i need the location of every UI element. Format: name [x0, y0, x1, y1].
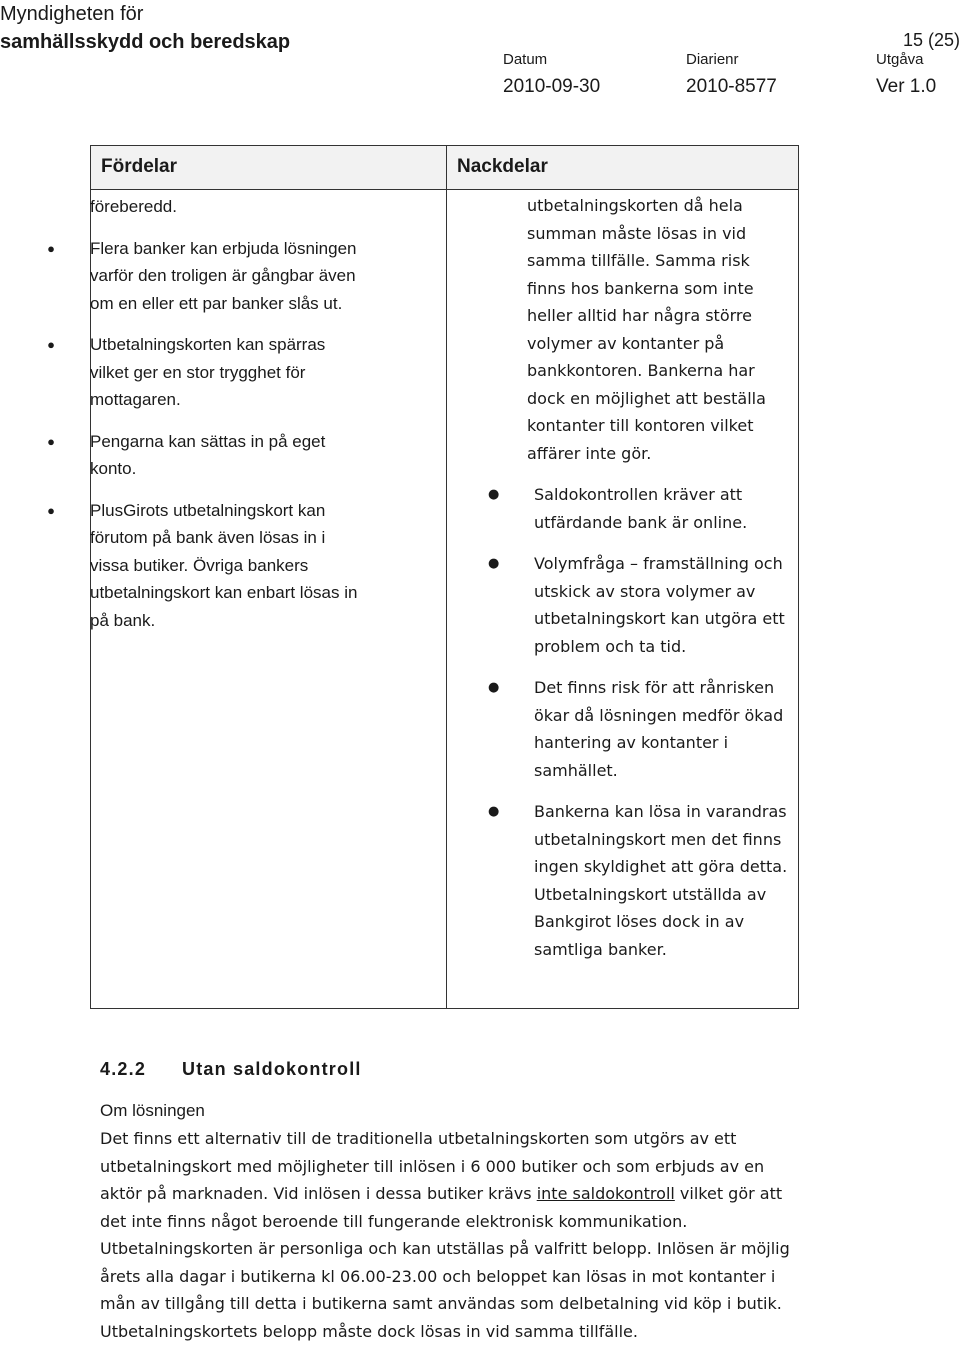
- pros-item: [47, 235, 358, 318]
- meta-diarienr: [686, 50, 777, 102]
- meta-diarienr-label: Diarienr: [686, 51, 739, 68]
- cons-item-text: Saldokontrollen kräver att utfärdande bank är online.: [534, 485, 748, 532]
- body-text-part2: vilket gör att det inte finns något beroende till fungerande elektronisk kommunikation. Utbetalningskorten är personliga och kan utställas på valfritt belopp. Inlösen är möjlig årets alla dagar i butikerna kl 06.00-23.00 och beloppet kan lösas in mot kontanter i mån av tillgång till detta i butikerna samt användas som delbetalning vid köp i butik. Utbetalningskortets belopp måste dock lösas in vid samma tillfälle.: [100, 1184, 790, 1341]
- pros-item-text: Pengarna kan sättas in på eget konto.: [90, 431, 326, 478]
- cons-item-text: Bankerna kan lösa in varandras utbetalningskort men det finns ingen skyldighet att göra detta. Utbetalningskort utställda av Bankgirot löses dock in av samtliga banker.: [534, 802, 788, 959]
- section-heading: [100, 1055, 800, 1083]
- body-text-part1: Det finns ett alternativ till de traditionella utbetalningskorten som utgörs av ett utbetalningskort med möjligheter till inlösen i 6 000 butiker och som erbjuds av en aktör på marknaden. Vid inlösen i dessa butiker krävs: [100, 1129, 765, 1203]
- meta-date-label: Datum: [503, 51, 548, 68]
- bullet-icon: ●: [47, 337, 55, 352]
- cons-item: [488, 674, 792, 784]
- table-header-row: [91, 146, 798, 190]
- org-name-line2: samhällsskydd och beredskap: [0, 31, 291, 53]
- cons-item: [488, 550, 792, 660]
- pros-item: [47, 497, 358, 635]
- cons-column: [488, 192, 792, 963]
- cons-lead-text: utbetalningskorten då hela summan måste lösas in vid samma tillfälle. Samma risk finns hos bankerna som inte heller alltid har några större volymer av kontanter på bankkontoren. Bankerna har dock en möjlighet att beställa kontanter till kontoren vilket affärer inte gör.: [527, 196, 766, 463]
- cons-item-text: Volymfråga – framställning och utskick av stora volymer av utbetalningskort kan utgöra ett problem och ta tid.: [534, 554, 785, 656]
- subheading: Om lösningen: [100, 1101, 205, 1120]
- bullet-icon: ●: [488, 556, 500, 571]
- bullet-icon: ●: [488, 680, 500, 695]
- header-pros: Fördelar: [101, 156, 178, 177]
- meta-date-value: 2010-09-30: [503, 76, 601, 97]
- bullet-icon: ●: [47, 502, 55, 518]
- bullet-icon: ●: [488, 804, 500, 819]
- cons-item: [488, 481, 792, 536]
- page-number: 15 (25): [902, 30, 960, 50]
- section-without-balance-check: [100, 1055, 800, 1345]
- section-title: Utan saldokontroll: [182, 1059, 362, 1079]
- pros-lead-text: föreberedd.: [90, 197, 177, 216]
- pros-item: [47, 428, 358, 483]
- pros-column: [47, 193, 358, 634]
- bullet-icon: ●: [47, 433, 55, 449]
- cons-item-text: Det finns risk för att rånrisken ökar då lösningen medför ökad hantering av kontanter i samhället.: [534, 678, 784, 780]
- meta-version-label: Utgåva: [876, 51, 924, 68]
- meta-version-value: Ver 1.0: [876, 76, 937, 97]
- column-divider: [446, 146, 447, 1008]
- underlined-phrase: inte saldokontroll: [536, 1184, 675, 1203]
- organization-name: [0, 0, 290, 56]
- pros-item-text: Utbetalningskorten kan spärras vilket ger en stor trygghet för mottagaren.: [90, 335, 326, 409]
- pros-item-text: PlusGirots utbetalningskort kan förutom på bank även lösas in i vissa butiker. Övriga bankers utbetalningskort kan enbart lösas in på bank.: [90, 500, 358, 630]
- meta-diarienr-value: 2010-8577: [686, 76, 777, 97]
- pros-item-text: Flera banker kan erbjuda lösningen varför den troligen är gångbar även om en eller ett par banker slås ut.: [90, 238, 357, 313]
- meta-version: [876, 50, 936, 102]
- pros-item: [47, 331, 358, 414]
- meta-date: [503, 50, 600, 102]
- org-name-line1: Myndigheten för: [0, 3, 144, 25]
- section-number: 4.2.2: [100, 1059, 147, 1079]
- header-cons: Nackdelar: [457, 156, 548, 177]
- bullet-icon: ●: [488, 487, 500, 502]
- cons-item: [488, 798, 792, 963]
- section-body-text: [100, 1125, 800, 1345]
- bullet-icon: ●: [47, 240, 55, 256]
